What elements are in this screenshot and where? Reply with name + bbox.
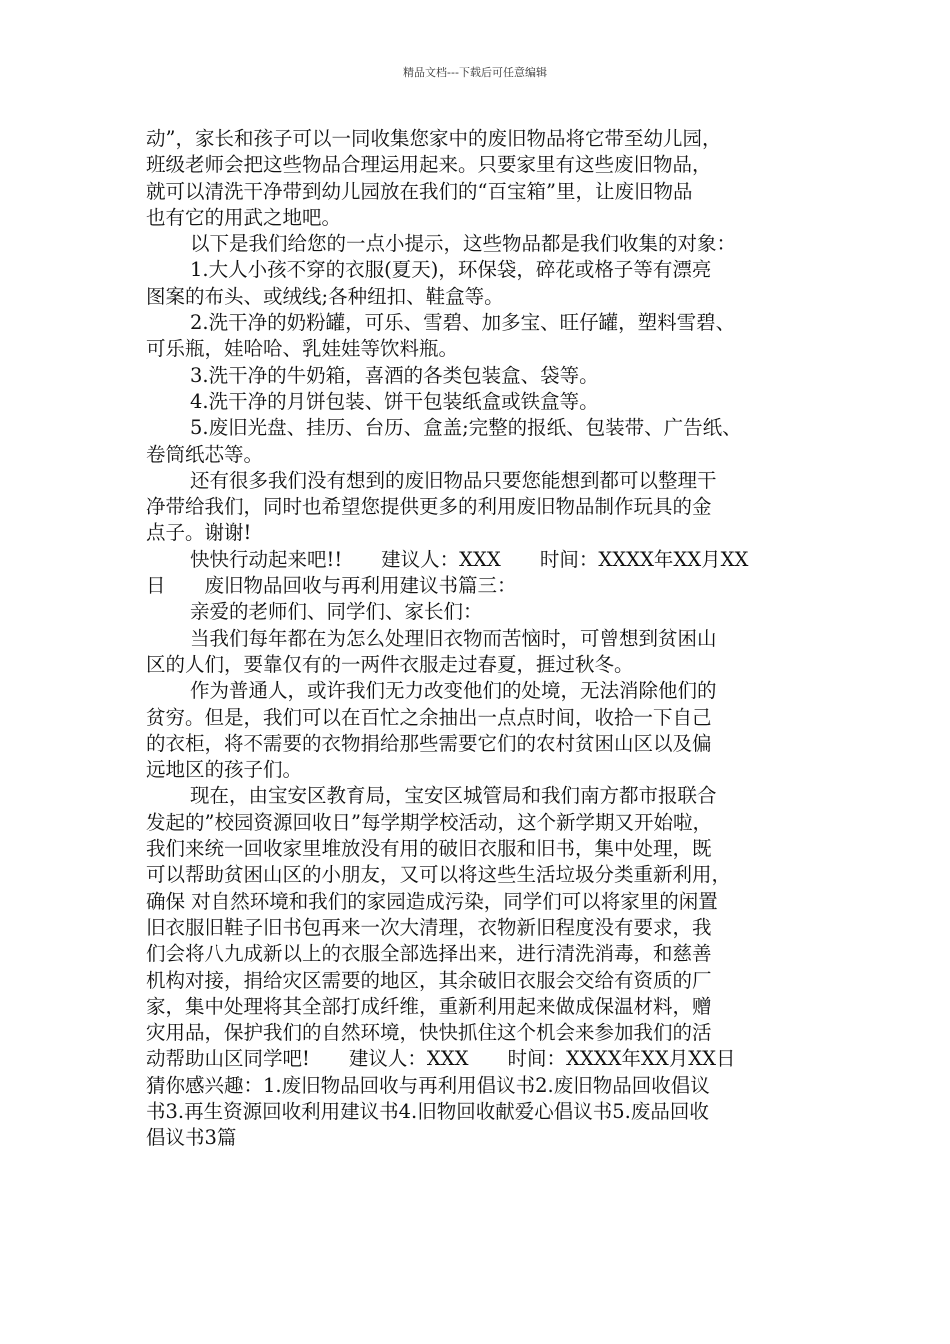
text-line: 以下是我们给您的一点小提示，这些物品都是我们收集的对象： (190, 232, 737, 256)
text-line: 可以帮助贫困山区的小朋友，又可以将这些生活垃圾分类重新利用， (146, 863, 732, 887)
text-line: 远地区的孩子们。 (146, 758, 303, 782)
text-line: 当我们每年都在为怎么处理旧衣物而苦恼时，可曾想到贫困山 (190, 626, 717, 650)
text-line: 点子。谢谢! (146, 521, 252, 545)
text-line: 就可以清洗干净带到幼儿园放在我们的“百宝箱”里，让废旧物品 (146, 179, 693, 203)
text-line: 灾用品，保护我们的自然环境，快快抓住这个机会来参加我们的活 (146, 1021, 712, 1045)
text-line: 书3.再生资源回收利用建议书4.旧物回收献爱心倡议书5.废品回收 (146, 1099, 709, 1123)
text-line: 还有很多我们没有想到的废旧物品只要您能想到都可以整理干 (190, 468, 717, 492)
text-line: 亲爱的老师们、同学们、家长们： (190, 600, 483, 624)
text-line: 我们来统一回收家里堆放没有用的破旧衣服和旧书，集中处理，既 (146, 837, 712, 861)
text-line: 班级老师会把这些物品合理运用起来。只要家里有这些废旧物品， (146, 153, 712, 177)
text-line: 确保 对自然环境和我们的家园造成污染，同学们可以将家里的闲置 (146, 889, 718, 913)
text-line: 3.洗干净的牛奶箱，喜酒的各类包装盒、袋等。 (190, 363, 599, 387)
text-line: 作为普通人，或许我们无力改变他们的处境，无法消除他们的 (190, 679, 717, 703)
text-line: 动”，家长和孩子可以一同收集您家中的废旧物品将它带至幼儿园， (146, 127, 722, 150)
text-line: 2.洗干净的奶粉罐，可乐、雪碧、加多宝、旺仔罐，塑料雪碧、 (190, 311, 736, 335)
text-line: 机构对接，捐给灾区需要的地区，其余破旧衣服会交给有资质的厂 (146, 968, 712, 992)
text-line: 4.洗干净的月饼包装、饼干包装纸盒或铁盒等。 (190, 389, 599, 413)
text-line: 动帮助山区同学吧! 建议人：XXX 时间：XXXX年XX月XX日 (146, 1047, 736, 1071)
text-line: 旧衣服旧鞋子旧书包再来一次大清理，衣物新旧程度没有要求，我 (146, 915, 712, 939)
text-line: 家，集中处理将其全部打成纤维，重新利用起来做成保温材料，赠 (146, 994, 712, 1018)
text-line: 发起的”校园资源回收日”每学期学校活动，这个新学期又开始啦， (146, 810, 712, 834)
text-line: 卷筒纸芯等。 (146, 442, 264, 466)
text-line: 们会将八九成新以上的衣服全部选择出来，进行清洗消毒，和慈善 (146, 942, 712, 966)
text-line: 区的人们，要靠仅有的一两件衣服走过春夏，捱过秋冬。 (146, 652, 634, 676)
text-line: 倡议书3篇 (146, 1126, 237, 1150)
text-line: 可乐瓶，娃哈哈、乳娃娃等饮料瓶。 (146, 337, 459, 361)
page-header: 精品文档---下载后可任意编辑 (403, 66, 547, 79)
text-line: 现在，由宝安区教育局，宝安区城管局和我们南方都市报联合 (190, 784, 717, 808)
text-line: 净带给我们，同时也希望您提供更多的利用废旧物品制作玩具的金 (146, 495, 712, 519)
text-line: 图案的布头、或绒线;各种纽扣、鞋盒等。 (146, 284, 504, 308)
text-line: 快快行动起来吧!! 建议人：XXX 时间：XXXX年XX月XX (190, 547, 749, 571)
document-body (146, 126, 806, 1152)
text-line: 贫穷。但是，我们可以在百忙之余抽出一点点时间，收拾一下自己 (146, 705, 712, 729)
text-line: 5.废旧光盘、挂历、台历、盒盖;完整的报纸、包装带、广告纸、 (190, 416, 742, 440)
text-line: 也有它的用武之地吧。 (146, 205, 342, 229)
text-line: 猜你感兴趣：1.废旧物品回收与再利用倡议书2.废旧物品回收倡议 (146, 1073, 710, 1097)
text-line: 日 废旧物品回收与再利用建议书篇三： (146, 574, 517, 598)
text-line: 1.大人小孩不穿的衣服(夏天)，环保袋，碎花或格子等有漂亮 (190, 258, 712, 282)
text-line: 的衣柜，将不需要的衣物捐给那些需要它们的农村贫困山区以及偏 (146, 731, 712, 755)
